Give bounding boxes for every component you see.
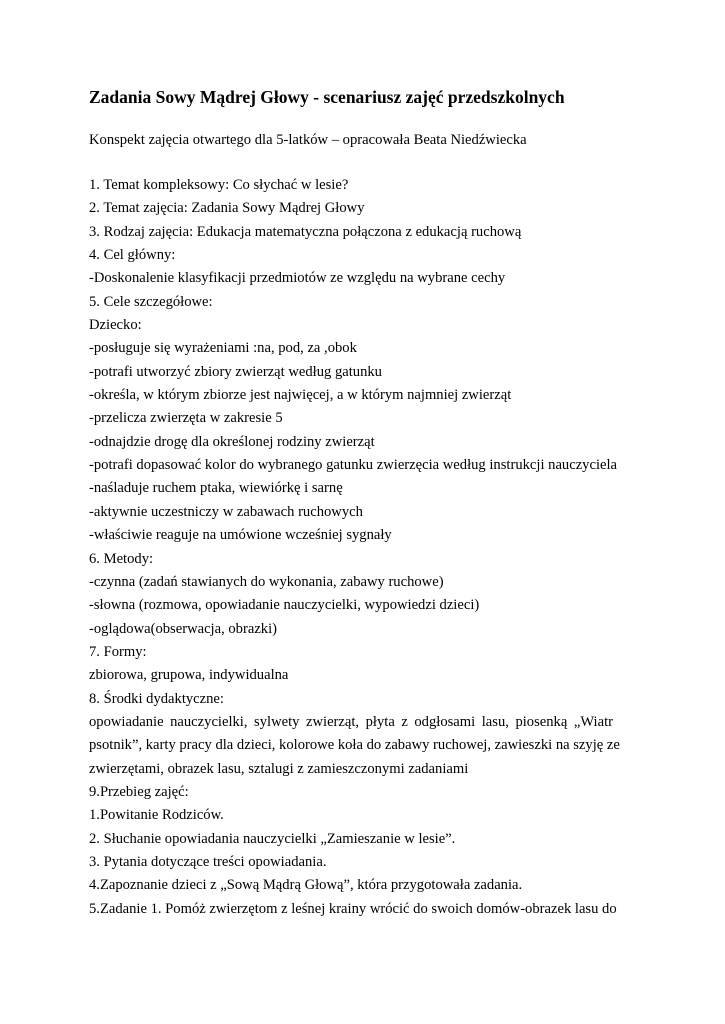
document-subtitle: Konspekt zajęcia otwartego dla 5-latków – opracowała Beata Niedźwiecka xyxy=(89,132,527,148)
document-line: -określa, w którym zbiorze jest najwięcej, a w którym najmniej zwierząt xyxy=(89,387,512,404)
document-line: 1.Powitanie Rodziców. xyxy=(89,807,224,824)
document-line: -naśladuje ruchem ptaka, wiewiórkę i sarnę xyxy=(89,480,343,497)
document-line: 2. Słuchanie opowiadania nauczycielki „Zamieszanie w lesie”. xyxy=(89,830,456,847)
document-line: psotnik”, karty pracy dla dzieci, kolorowe koła do zabawy ruchowej, zawieszki na szyję ze xyxy=(89,737,620,754)
document-line: -odnajdzie drogę dla określonej rodziny zwierząt xyxy=(89,433,375,450)
document-line: 5.Zadanie 1. Pomóż zwierzętom z leśnej krainy wrócić do swoich domów-obrazek lasu do xyxy=(89,900,617,917)
document-line: 1. Temat kompleksowy: Co słychać w lesie? xyxy=(89,177,349,193)
document-line: -przelicza zwierzęta w zakresie 5 xyxy=(89,410,283,427)
document-line: 7. Formy: xyxy=(89,643,147,660)
document-line: 2. Temat zajęcia: Zadania Sowy Mądrej Głowy xyxy=(89,200,365,217)
document-line: 3. Rodzaj zajęcia: Edukacja matematyczna połączona z edukacją ruchową xyxy=(89,223,522,240)
document-line: -potrafi utworzyć zbiory zwierząt według gatunku xyxy=(89,363,382,380)
document-line: 4.Zapoznanie dzieci z „Sową Mądrą Głową”, która przygotowała zadania. xyxy=(89,877,523,894)
document-line: 4. Cel główny: xyxy=(89,247,176,264)
document-line: 5. Cele szczegółowe: xyxy=(89,293,213,310)
document-line: zbiorowa, grupowa, indywidualna xyxy=(89,667,289,684)
document-line: -posługuje się wyrażeniami :na, pod, za ,obok xyxy=(89,340,357,357)
document-line: zwierzętami, obrazek lasu, sztalugi z zamieszczonymi zadaniami xyxy=(89,760,469,777)
document-line: 6. Metody: xyxy=(89,550,154,567)
document-line: 3. Pytania dotyczące treści opowiadania. xyxy=(89,853,327,870)
document-title: Zadania Sowy Mądrej Głowy - scenariusz zajęć przedszkolnych xyxy=(89,87,565,107)
document-line: opowiadanie nauczycielki, sylwety zwierząt, płyta z odgłosami lasu, piosenką „Wiatr xyxy=(89,713,613,730)
document-line: -słowna (rozmowa, opowiadanie nauczycielki, wypowiedzi dzieci) xyxy=(89,597,480,614)
document-line: -czynna (zadań stawianych do wykonania, zabawy ruchowe) xyxy=(89,573,444,590)
document-line: 9.Przebieg zajęć: xyxy=(89,783,189,800)
document-line: Dziecko: xyxy=(89,317,142,334)
document-line: -potrafi dopasować kolor do wybranego gatunku zwierzęcia według instrukcji nauczyciela xyxy=(89,457,618,474)
document-line: -Doskonalenie klasyfikacji przedmiotów ze względu na wybrane cechy xyxy=(89,270,506,287)
document-line: 8. Środki dydaktyczne: xyxy=(89,690,224,707)
document-body xyxy=(89,174,629,921)
document-line: -właściwie reaguje na umówione wcześniej sygnały xyxy=(89,527,392,544)
document-line: -oglądowa(obserwacja, obrazki) xyxy=(89,620,278,637)
document-line: -aktywnie uczestniczy w zabawach ruchowych xyxy=(89,503,363,520)
